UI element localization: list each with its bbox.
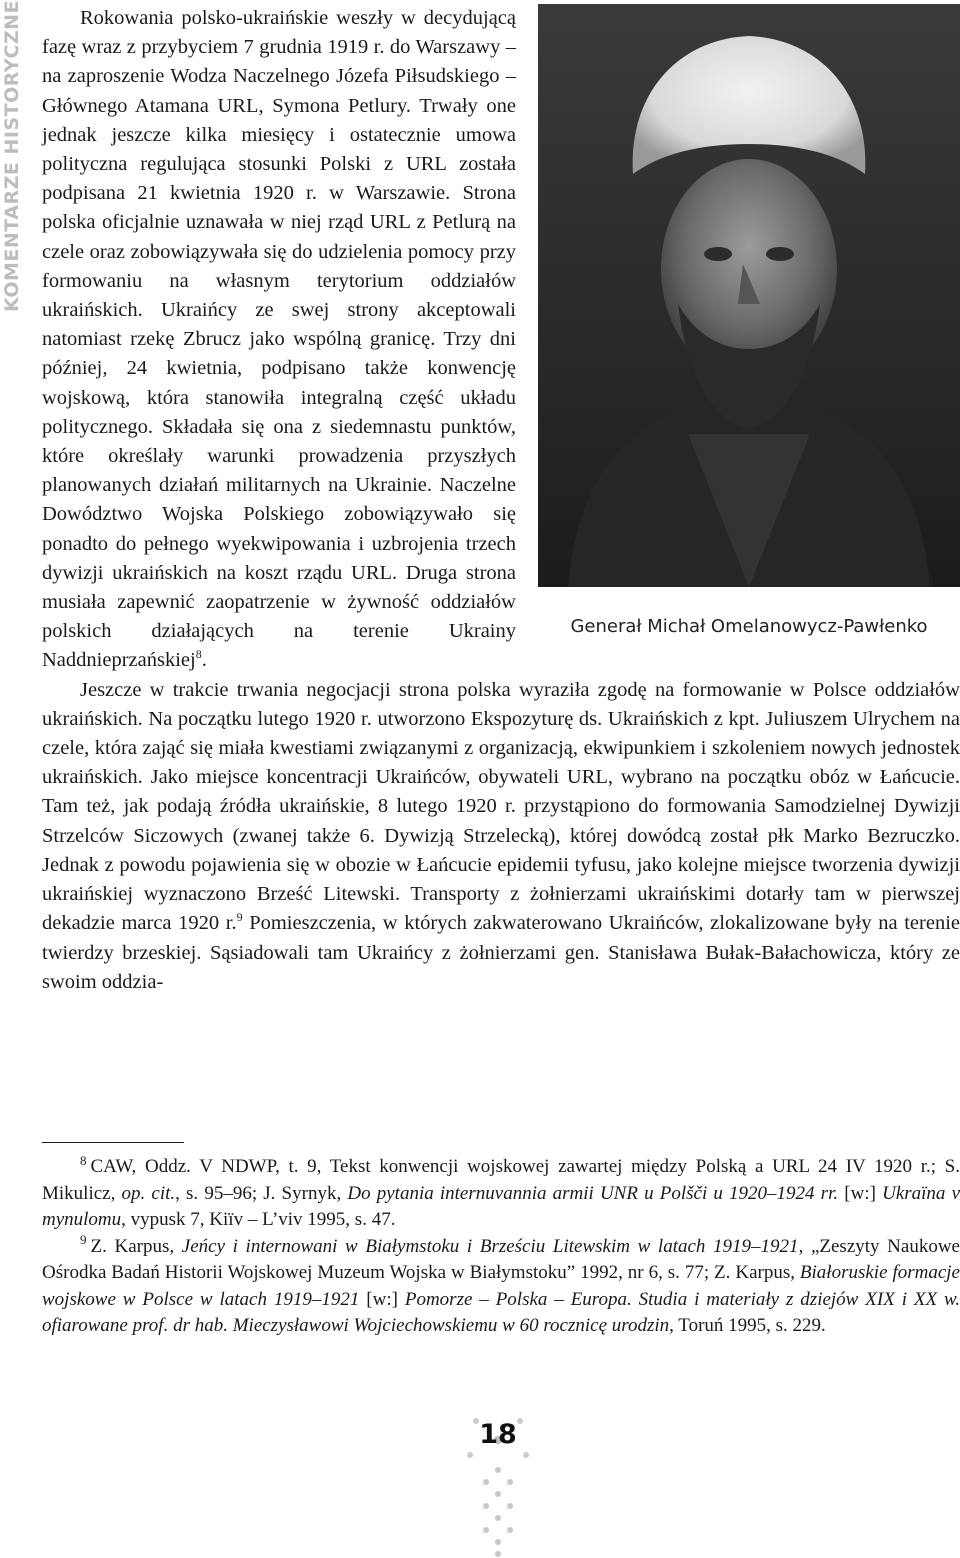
footnote-9: $^9$ Z. Karpus, Jeńcy i internowani w Białymstoku i Brześciu Litewskim w latach 1919–1921, „Zeszyty Naukowe Ośrodka Badań Historii Wojskowej Muzeum Wojska w Białymstoku” 1992, nr 6, s. 77; Z. Karpus, Białoruskie formacje wojskowe w Polsce w latach 1919–1921 [w:] Pomorze – Polska – Europa. Studia i materiały z dziejów XIX i XX w. ofiarowane prof. dr hab. Mieczysławowi Wojciechowskiemu w 60 rocznicę urodzin, Toruń 1995, s. 229. (42, 1232, 960, 1336)
page-number-badge (458, 1415, 538, 1465)
section-side-label: KOMENTARZE HISTORYCZNE (1, 0, 23, 313)
footnotes (42, 1154, 960, 1340)
footnote-ref-9[interactable]: 9 (236, 910, 243, 925)
portrait-photo (538, 4, 960, 587)
footnote-divider (42, 1142, 184, 1143)
photo-figure (538, 4, 960, 664)
main-text (42, 4, 960, 997)
paragraph-2: Jeszcze w trakcie trwania negocjacji strona polska wyraziła zgodę na formowanie w Polsce oddziałów ukraińskich. Na początku lutego 1920 r. utworzono Ekspozyturę ds. Ukraińskich z kpt. Juliuszem Ulrychem na czele, która zająć się miała kwestiami związanymi z organizacją, ekwipunkiem i szkoleniem nowych jednostek ukraińskich. Jako miejsce koncentracji Ukraińców, obywateli URL, wybrano na początku obóz w Łańcucie. Tam też, jak podają źródła ukraińskie, 8 lutego 1920 r. przystąpiono do formowania Samodzielnej Dywizji Strzelców Siczowych (zwanej także 6. Dywizją Strzelecką), której dowódcą został płk Marko Bezruczko. Jednak z powodu pojawienia się w obozie w Łańcucie epidemii tyfusu, jako kolejne miejsce tworzenia dywizji ukraińskiej wyznaczono Brześć Litewski. Transporty z żołnierzami ukraińskimi dotarły tam w pierwszej dekadzie marca 1920 r.$^9$ Pomieszczenia, w których zakwaterowano Ukraińców, zlokalizowane były na terenie twierdzy brzeskiej. Sąsiadowali tam Ukraińcy z żołnierzami gen. Stanisława Bułak-Bałachowicza, który ze swoim oddzia- (42, 678, 960, 993)
photo-caption: Generał Michał Omelanowycz-Pawłenko (570, 616, 928, 637)
footnote-ref-8[interactable]: 8 (195, 647, 202, 662)
decorative-chain-icon (456, 1462, 540, 1558)
page-number: 18 (479, 1419, 517, 1450)
portrait-image-icon (538, 4, 960, 587)
footnote-8: $^8$ CAW, Oddz. V NDWP, t. 9, Tekst konwencji wojskowej zawartej między Polską a URL 24 IV 1920 r.; S. Mikulicz, op. cit., s. 95–96; J. Syrnyk, Do pytania internuvannia armii UNR u Polšči u 1920–1924 rr. [w:] Ukraïna v mynulomu, vypusk 7, Kiïv – L’viv 1995, s. 47. (42, 1152, 960, 1230)
paragraph-1: Rokowania polsko-ukraińskie weszły w decydującą fazę wraz z przybyciem 7 grudnia 1919 r. do Warszawy – na zaproszenie Wodza Naczelnego Józefa Piłsudskiego – Głównego Atamana URL, Symona Petlury. Trwały one jednak jeszcze kilka miesięcy i ostatecznie umowa polityczna regulująca stosunki Polski z URL została podpisana 21 kwietnia 1920 r. w Warszawie. Strona polska oficjalnie uznawała w niej rząd URL z Petlurą na czele oraz zobowiązywała się do udzielenia pomocy przy formowaniu na własnym terytorium oddziałów ukraińskich. Ukraińcy ze swej strony akceptowali natomiast rzekę Zbrucz jako wspólną granicę. Trzy dni później, 24 kwietnia, podpisano także konwencję wojskową, która stanowiła integralną część układu politycznego. Składała się ona z siedemnastu punktów, które określały warunki prowadzenia przyszłych planowanych działań militarnych na Ukrainie. Naczelne Dowództwo Wojska Polskiego zobowiązywało się ponadto do pełnego wyekwipowania i uzbrojenia trzech dywizji ukraińskich na koszt rządu URL. Druga strona musiała zapewnić zaopatrzenie w żywność oddziałów polskich działających na terenie Ukrainy Naddnieprzańskiej$^8$. (42, 7, 516, 672)
